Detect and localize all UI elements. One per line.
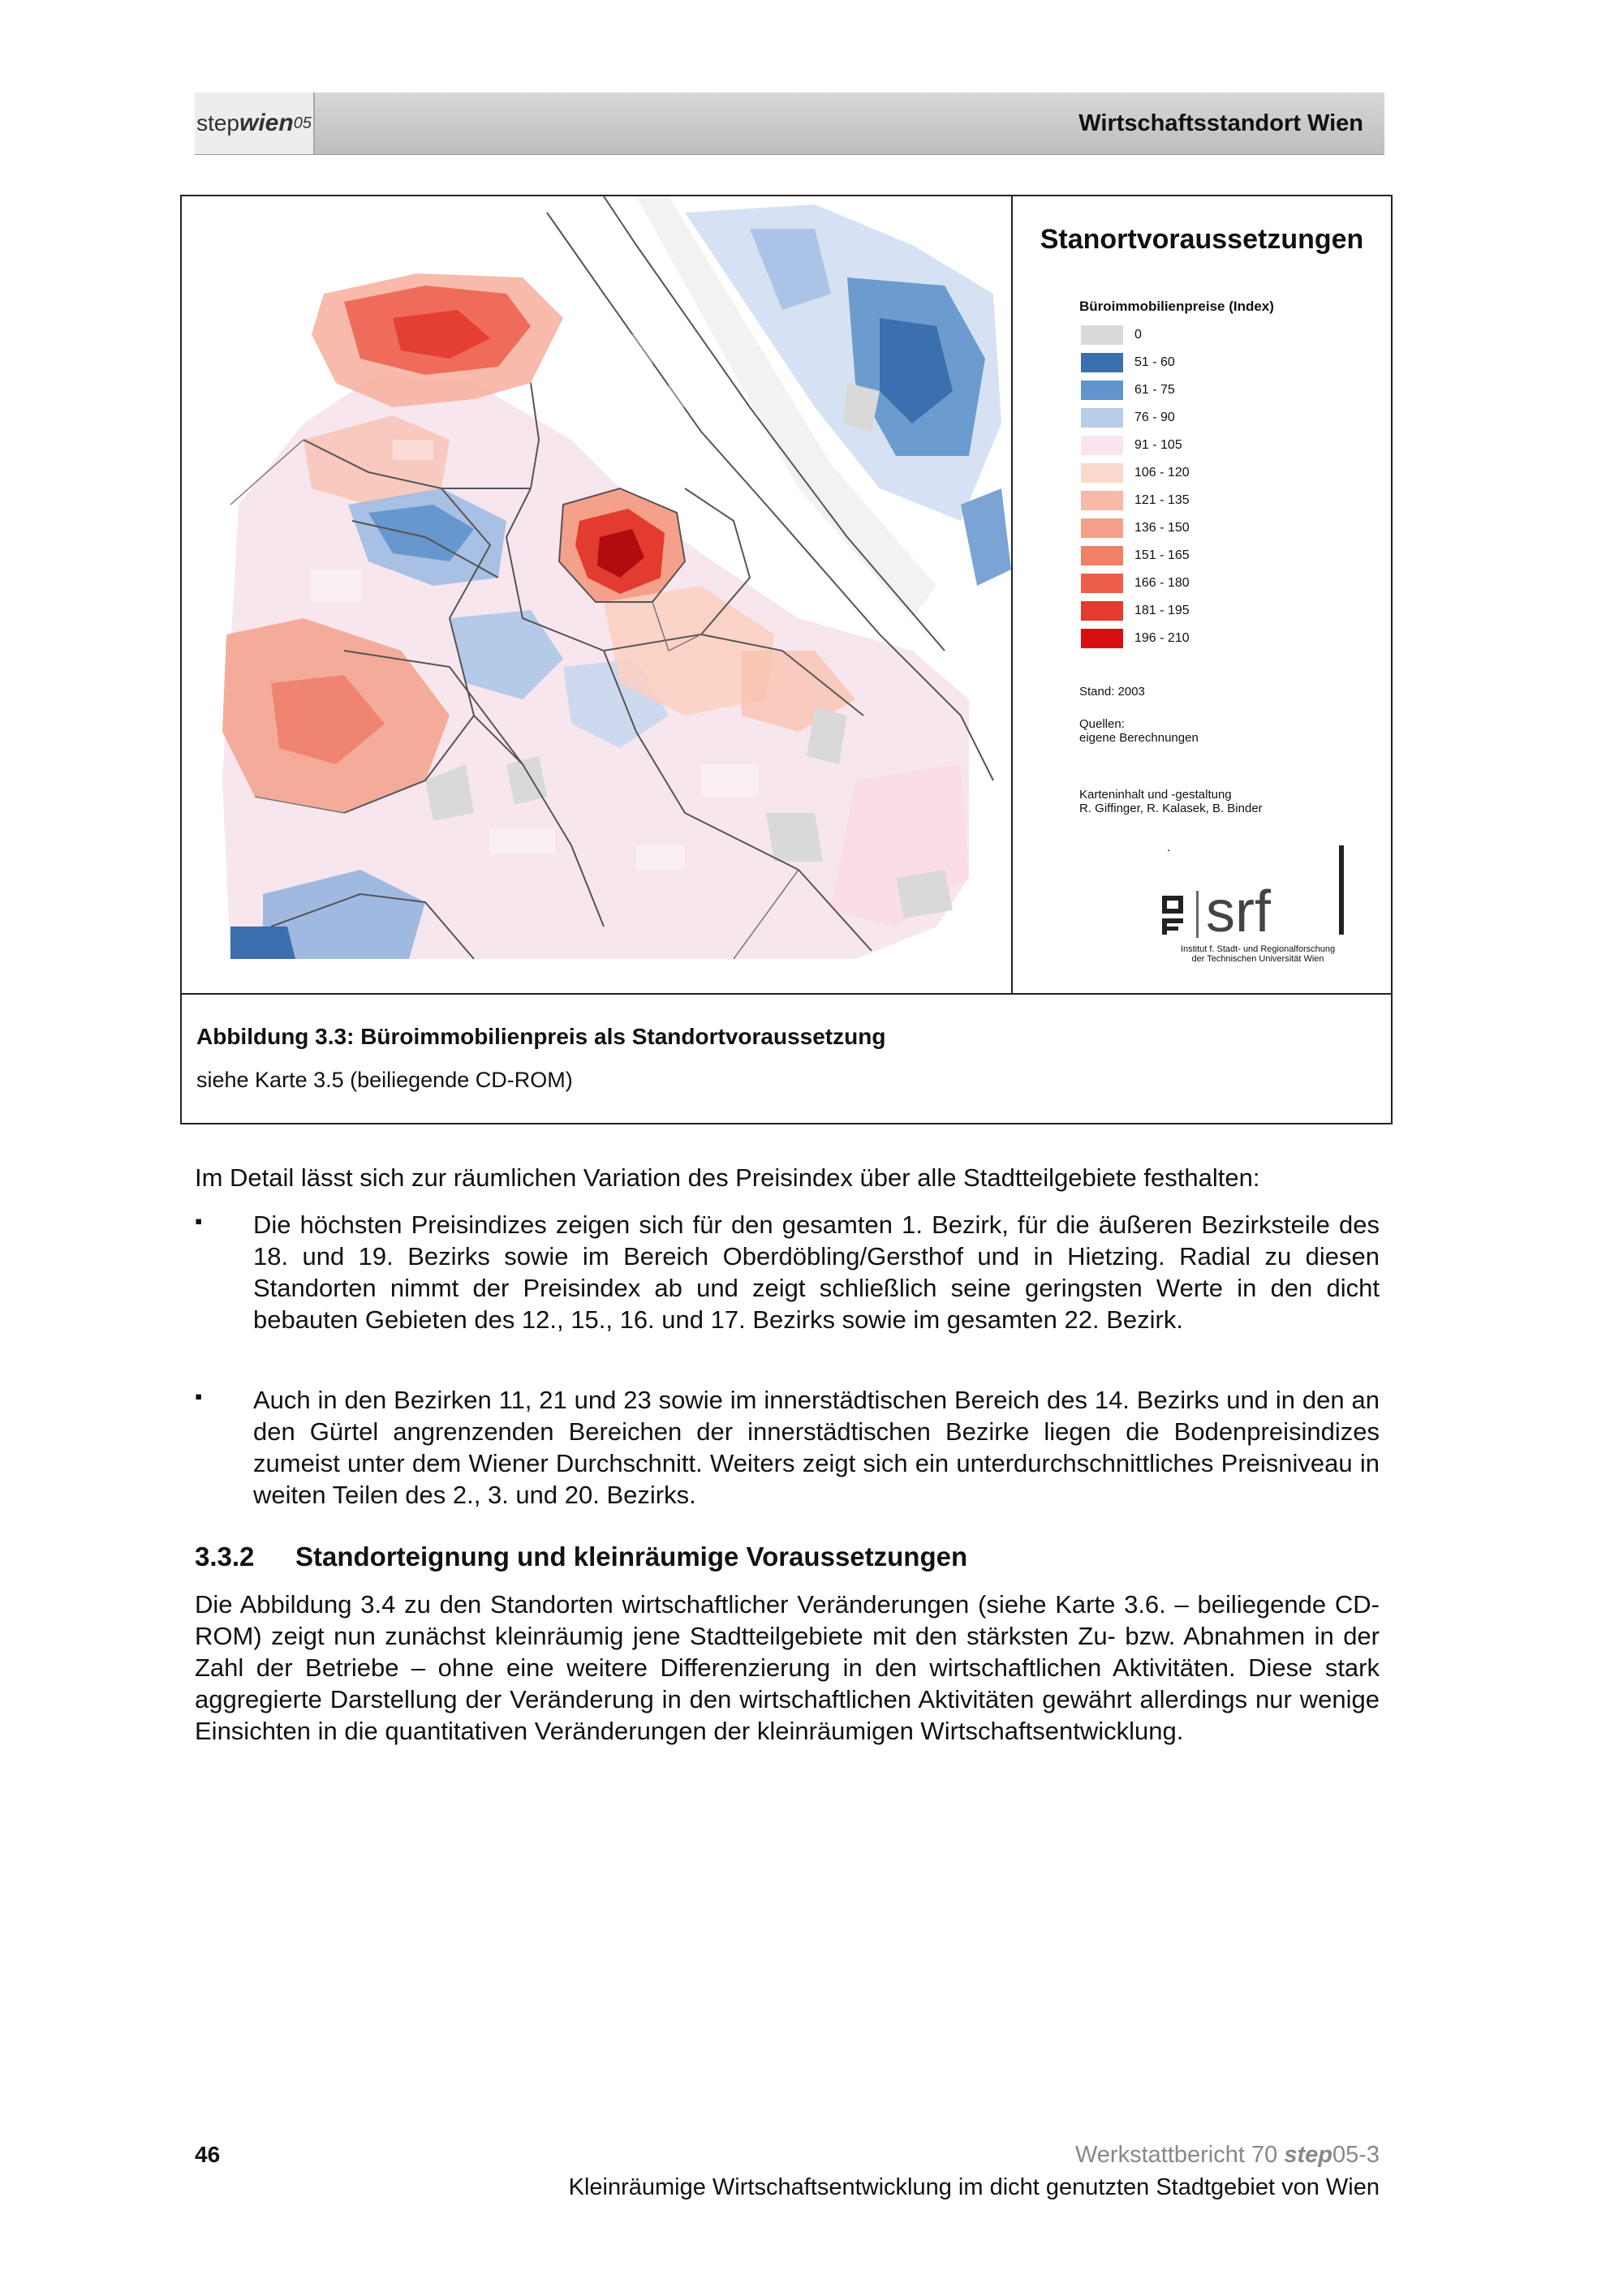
legend-row xyxy=(1081,597,1190,625)
srf-caption-line1: Institut f. Stadt- und Regionalforschung xyxy=(1180,944,1336,954)
legend-stand: Stand: 2003 xyxy=(1079,685,1145,699)
caption-subtitle: siehe Karte 3.5 (beiliegende CD-ROM) xyxy=(196,1068,573,1092)
legend-label: 51 - 60 xyxy=(1134,355,1175,369)
legend-label: 121 - 135 xyxy=(1134,493,1190,507)
bullet-marker: ▪ xyxy=(195,1384,203,1408)
srf-logo xyxy=(1162,842,1349,948)
legend-swatch xyxy=(1081,408,1123,428)
header-title: Wirtschaftsstandort Wien xyxy=(1078,110,1363,136)
legend-row xyxy=(1081,459,1190,487)
caption-title: Abbildung 3.3: Büroimmobilienpreis als Standortvoraussetzung xyxy=(196,1024,886,1049)
section-heading xyxy=(195,1541,967,1572)
legend-row xyxy=(1081,514,1190,542)
figure-caption xyxy=(182,993,1391,1124)
srf-caption xyxy=(1152,944,1363,964)
legend-label: 151 - 165 xyxy=(1134,548,1190,562)
legend-label: 76 - 90 xyxy=(1134,411,1175,424)
footer-title: Kleinräumige Wirtschaftsentwicklung im dicht genutzten Stadtgebiet von Wien xyxy=(568,2174,1380,2200)
legend-sources-value: eigene Berechnungen xyxy=(1079,731,1199,745)
legend-credits-value: R. Giffinger, R. Kalasek, B. Binder xyxy=(1079,802,1263,815)
footer-series-prefix: Werkstattbericht 70 xyxy=(1074,2142,1285,2168)
legend-row xyxy=(1081,376,1190,404)
legend-label: 181 - 195 xyxy=(1134,604,1190,617)
map-legend xyxy=(1013,196,1391,993)
legend-swatch xyxy=(1081,353,1123,372)
footer-series-step: step xyxy=(1284,2142,1332,2168)
legend-swatch xyxy=(1081,491,1123,510)
page-header xyxy=(195,92,1384,155)
legend-swatch xyxy=(1081,601,1123,621)
legend-swatch xyxy=(1081,325,1123,345)
page-number: 46 xyxy=(195,2142,221,2167)
footer-series-suffix: 05-3 xyxy=(1332,2142,1380,2168)
legend-label: 0 xyxy=(1134,328,1142,342)
logo-text-step: step xyxy=(196,110,239,135)
bullet-item-1: Die höchsten Preisindizes zeigen sich für den gesamten 1. Bezirk, für die äußeren Bezirksteile des 18. und 19. Bezirks sowie im Bereich Oberdöbling/Gersthof und in Hietzing. Radial zu diesen Standorten nimmt der Preisindex ab und zeigt schließlich seine geringsten Werte in den dicht bebauten Gebieten des 12., 15., 16. und 17. Bezirks sowie im gesamten 22. Bezirk. xyxy=(253,1210,1380,1334)
legend-credits-label: Karteninhalt und -gestaltung xyxy=(1079,788,1232,802)
stepwien-logo xyxy=(195,92,315,154)
legend-row xyxy=(1081,487,1190,514)
legend-row xyxy=(1081,570,1190,597)
legend-dot: . xyxy=(1167,841,1171,854)
logo-text-wien: wien xyxy=(239,110,294,136)
legend-label: 166 - 180 xyxy=(1134,576,1190,590)
legend-label: 196 - 210 xyxy=(1134,631,1190,645)
srf-logo-text: srf xyxy=(1206,879,1271,944)
srf-caption-line2: der Technischen Universität Wien xyxy=(1191,954,1324,964)
footer-series xyxy=(1075,2142,1380,2169)
legend-list xyxy=(1081,321,1190,652)
figure-box xyxy=(180,195,1393,1124)
legend-sources-label: Quellen: xyxy=(1079,717,1125,731)
intro-paragraph: Im Detail lässt sich zur räumlichen Variation des Preisindex über alle Stadtteilgebiete festhalten: xyxy=(195,1163,1260,1192)
legend-swatch xyxy=(1081,629,1123,648)
legend-title: Stanortvoraussetzungen xyxy=(1040,224,1364,255)
section-number: 3.3.2 xyxy=(195,1541,255,1572)
vienna-price-map xyxy=(182,196,1013,993)
legend-row xyxy=(1081,625,1190,652)
legend-row xyxy=(1081,404,1190,432)
legend-label: 91 - 105 xyxy=(1134,438,1182,452)
legend-row xyxy=(1081,432,1190,459)
legend-label: 106 - 120 xyxy=(1134,466,1190,479)
legend-swatch xyxy=(1081,463,1123,483)
legend-swatch xyxy=(1081,381,1123,400)
legend-row xyxy=(1081,321,1190,349)
section-title: Standorteignung und kleinräumige Voraussetzungen xyxy=(295,1541,968,1572)
logo-text-05: 05 xyxy=(293,114,312,132)
legend-row xyxy=(1081,349,1190,376)
legend-subtitle: Büroimmobilienpreise (Index) xyxy=(1079,299,1274,314)
legend-swatch xyxy=(1081,518,1123,538)
legend-swatch xyxy=(1081,546,1123,565)
bullet-item-2: Auch in den Bezirken 11, 21 und 23 sowie im innerstädtischen Bereich des 14. Bezirks und in den an den Gürtel angrenzenden Bereichen der innerstädtischen Bezirke liegen die Bodenpreisindizes zumeist unter dem Wiener Durchschnitt. Weiters zeigt sich ein unterdurchschnittliches Preisniveau in weiten Teilen des 2., 3. und 20. Bezirks. xyxy=(253,1386,1380,1509)
legend-swatch xyxy=(1081,436,1123,455)
legend-label: 61 - 75 xyxy=(1134,383,1175,397)
legend-row xyxy=(1081,542,1190,570)
body-paragraph: Die Abbildung 3.4 zu den Standorten wirtschaftlicher Veränderungen (siehe Karte 3.6. – beiliegende CD-ROM) zeigt nun zunächst kleinräumig jene Stadtteilgebiete mit den stärksten Zu- bzw. Abnahmen in der Zahl der Betriebe – ohne eine weitere Differenzierung in den wirtschaftlichen Aktivitäten. Diese stark aggregierte Darstellung der Veränderung in den wirtschaftlichen Aktivitäten gewährt allerdings nur wenige Einsichten in die quantitativen Veränderungen der kleinräumigen Wirtschaftsentwicklung. xyxy=(195,1590,1380,1745)
legend-swatch xyxy=(1081,574,1123,593)
map-svg xyxy=(182,196,1011,993)
bullet-marker: ▪ xyxy=(195,1209,203,1233)
legend-label: 136 - 150 xyxy=(1134,521,1190,535)
